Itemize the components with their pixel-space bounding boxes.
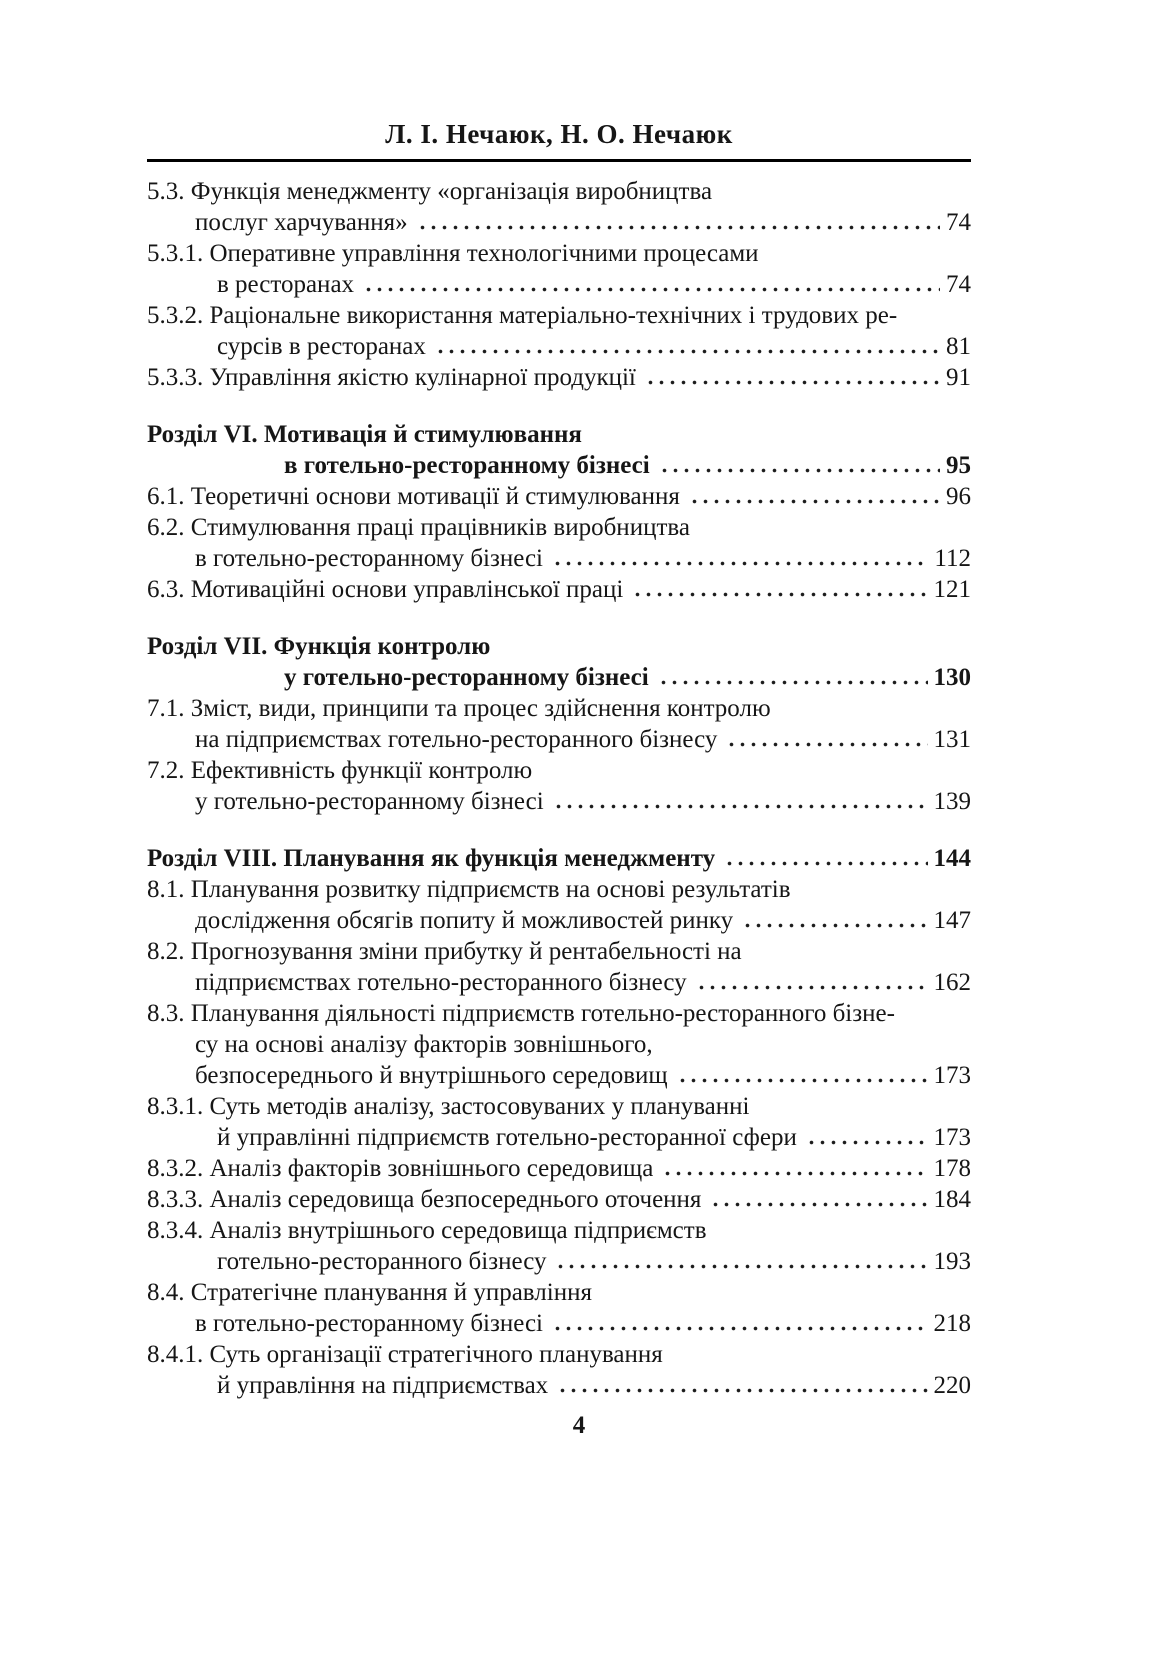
toc-page-number: 112 [934,545,971,572]
dot-leader [552,561,928,566]
toc-page-number: 121 [933,576,971,603]
toc-entry [147,574,971,605]
toc-line [147,1091,971,1122]
toc-line [147,1215,971,1246]
toc-line [147,574,971,605]
toc-line-text: у готельно-ресторанному бізнесі [284,664,649,691]
toc-line [147,693,971,724]
toc-line [147,1184,971,1215]
toc-line-text: в готельно-ресторанному бізнесі [284,452,650,479]
toc-line-text: 7.1. Зміст, види, принципи та процес здійснення контролю [147,695,771,722]
toc-line [147,1308,971,1339]
toc-line-text: дослідження обсягів попиту й можливостей ринку [195,907,734,934]
toc-line-text: 5.3.2. Раціональне використання матеріально-технічних і трудових ре- [147,302,898,329]
dot-leader [632,592,927,597]
toc-line-text: в готельно-ресторанному бізнесі [195,545,543,572]
toc-line [147,1029,971,1060]
toc-line [147,331,971,362]
toc-line [147,481,971,512]
toc-entry [147,238,971,300]
toc-line-text: су на основі аналізу факторів зовнішнього, [195,1031,653,1058]
dot-leader [417,225,940,230]
toc-line [147,843,971,874]
toc-page-number: 95 [946,452,971,479]
toc-page-number: 220 [933,1372,971,1399]
page-content [147,118,971,1401]
toc-line-text: в готельно-ресторанному бізнесі [195,1310,543,1337]
dot-leader [363,287,940,292]
toc-entry [147,755,971,817]
toc-page-number: 131 [933,726,971,753]
toc-line-text: 8.1. Планування розвитку підприємств на основі результатів [147,876,791,903]
toc-line-text: Розділ VII. Функція контролю [147,633,491,660]
toc-page-number: 96 [946,483,971,510]
toc-page-number: 162 [933,969,971,996]
dot-leader [553,804,928,809]
toc-line-text: 8.3.2. Аналіз факторів зовнішнього середовища [147,1155,654,1182]
toc-line [147,631,971,662]
toc-entry [147,874,971,936]
toc-line-text: 6.2. Стимулювання праці працівників виробництва [147,514,690,541]
dot-leader [806,1140,928,1145]
toc-line [147,419,971,450]
dot-leader [677,1078,928,1083]
toc-line-text: 5.3.3. Управління якістю кулінарної продукції [147,364,636,391]
toc-entry [147,1153,971,1184]
toc-line [147,207,971,238]
dot-leader [659,468,940,473]
dot-leader [710,1202,927,1207]
toc-line-text: безпосереднього й внутрішнього середовищ [195,1062,668,1089]
dot-leader [645,380,940,385]
toc-line [147,662,971,693]
toc-line-text: підприємствах готельно-ресторанного бізнесу [195,969,687,996]
toc-page-number: 74 [946,209,971,236]
toc-line-text: 7.2. Ефективність функції контролю [147,757,533,784]
toc-line-text: у готельно-ресторанному бізнесі [195,788,544,815]
toc-line-text: готельно-ресторанного бізнесу [217,1248,547,1275]
dot-leader [662,1171,927,1176]
toc-page-number: 173 [933,1062,971,1089]
toc-page-number: 193 [933,1248,971,1275]
toc-line-text: послуг харчування» [195,209,408,236]
toc-line-text: на підприємствах готельно-ресторанного бізнесу [195,726,718,753]
toc-entry [147,176,971,238]
toc-entry [147,1215,971,1277]
toc-line [147,1246,971,1277]
toc-page-number: 91 [946,364,971,391]
toc-entry [147,1339,971,1401]
toc-line-text: сурсів в ресторанах [217,333,426,360]
toc [147,176,971,1401]
toc-line [147,450,971,481]
toc-line-text: Розділ VIII. Планування як функція менеджменту [147,845,716,872]
toc-entry [147,693,971,755]
dot-leader [555,1264,927,1269]
toc-page-number: 178 [933,1155,971,1182]
toc-line-text: 8.4. Стратегічне планування й управління [147,1279,592,1306]
toc-entry [147,1277,971,1339]
dot-leader [742,923,927,928]
toc-line-text: 8.4.1. Суть організації стратегічного планування [147,1341,663,1368]
toc-line [147,512,971,543]
footer-page-number: 4 [572,1412,586,1439]
toc-entry [147,512,971,574]
toc-page-number: 173 [933,1124,971,1151]
toc-entry [147,419,971,481]
toc-entry [147,631,971,693]
toc-line [147,1060,971,1091]
toc-page-number: 139 [933,788,971,815]
toc-line [147,905,971,936]
page-header-author: Л. І. Нечаюк, Н. О. Нечаюк [385,119,733,149]
toc-page-number: 184 [933,1186,971,1213]
toc-line-text: й управлінні підприємств готельно-ресторанної сфери [217,1124,797,1151]
dot-leader [696,985,928,990]
toc-page-number: 144 [933,845,971,872]
toc-line [147,1370,971,1401]
toc-line [147,300,971,331]
toc-page-number: 130 [933,664,971,691]
toc-line-text: в ресторанах [217,271,355,298]
toc-line-text: 6.3. Мотиваційні основи управлінської праці [147,576,624,603]
toc-line [147,1339,971,1370]
toc-line [147,936,971,967]
dot-leader [724,861,927,866]
toc-entry [147,998,971,1091]
toc-line [147,874,971,905]
toc-line [147,238,971,269]
toc-line [147,724,971,755]
toc-line [147,1277,971,1308]
dot-leader [689,499,940,504]
dot-leader [557,1388,927,1393]
dot-leader [552,1326,928,1331]
toc-line [147,362,971,393]
dot-leader [658,680,928,685]
toc-entry [147,300,971,362]
toc-line [147,786,971,817]
toc-page-number: 218 [933,1310,971,1337]
toc-line [147,998,971,1029]
toc-line-text: 5.3. Функція менеджменту «організація виробництва [147,178,713,205]
toc-line-text: 8.3. Планування діяльності підприємств готельно-ресторанного бізне- [147,1000,895,1027]
toc-line-text: й управління на підприємствах [217,1372,549,1399]
toc-line-text: 8.2. Прогнозування зміни прибутку й рентабельності на [147,938,742,965]
dot-leader [435,349,940,354]
toc-line-text: 5.3.1. Оперативне управління технологічними процесами [147,240,759,267]
toc-entry [147,936,971,998]
toc-line-text: 8.3.4. Аналіз внутрішнього середовища підприємств [147,1217,707,1244]
dot-leader [726,742,927,747]
toc-line [147,176,971,207]
toc-line [147,543,971,574]
toc-line [147,1153,971,1184]
toc-entry [147,481,971,512]
toc-page-number: 74 [946,271,971,298]
toc-line-text: 6.1. Теоретичні основи мотивації й стимулювання [147,483,680,510]
toc-line [147,1122,971,1153]
toc-line [147,269,971,300]
toc-line-text: 8.3.3. Аналіз середовища безпосереднього оточення [147,1186,702,1213]
header-rule [147,159,971,162]
toc-entry [147,1091,971,1153]
toc-entry [147,843,971,874]
toc-line [147,755,971,786]
toc-line-text: Розділ VI. Мотивація й стимулювання [147,421,582,448]
toc-page-number: 147 [933,907,971,934]
toc-line [147,967,971,998]
toc-entry [147,362,971,393]
toc-line-text: 8.3.1. Суть методів аналізу, застосовуваних у плануванні [147,1093,750,1120]
toc-page-number: 81 [946,333,971,360]
toc-entry [147,1184,971,1215]
